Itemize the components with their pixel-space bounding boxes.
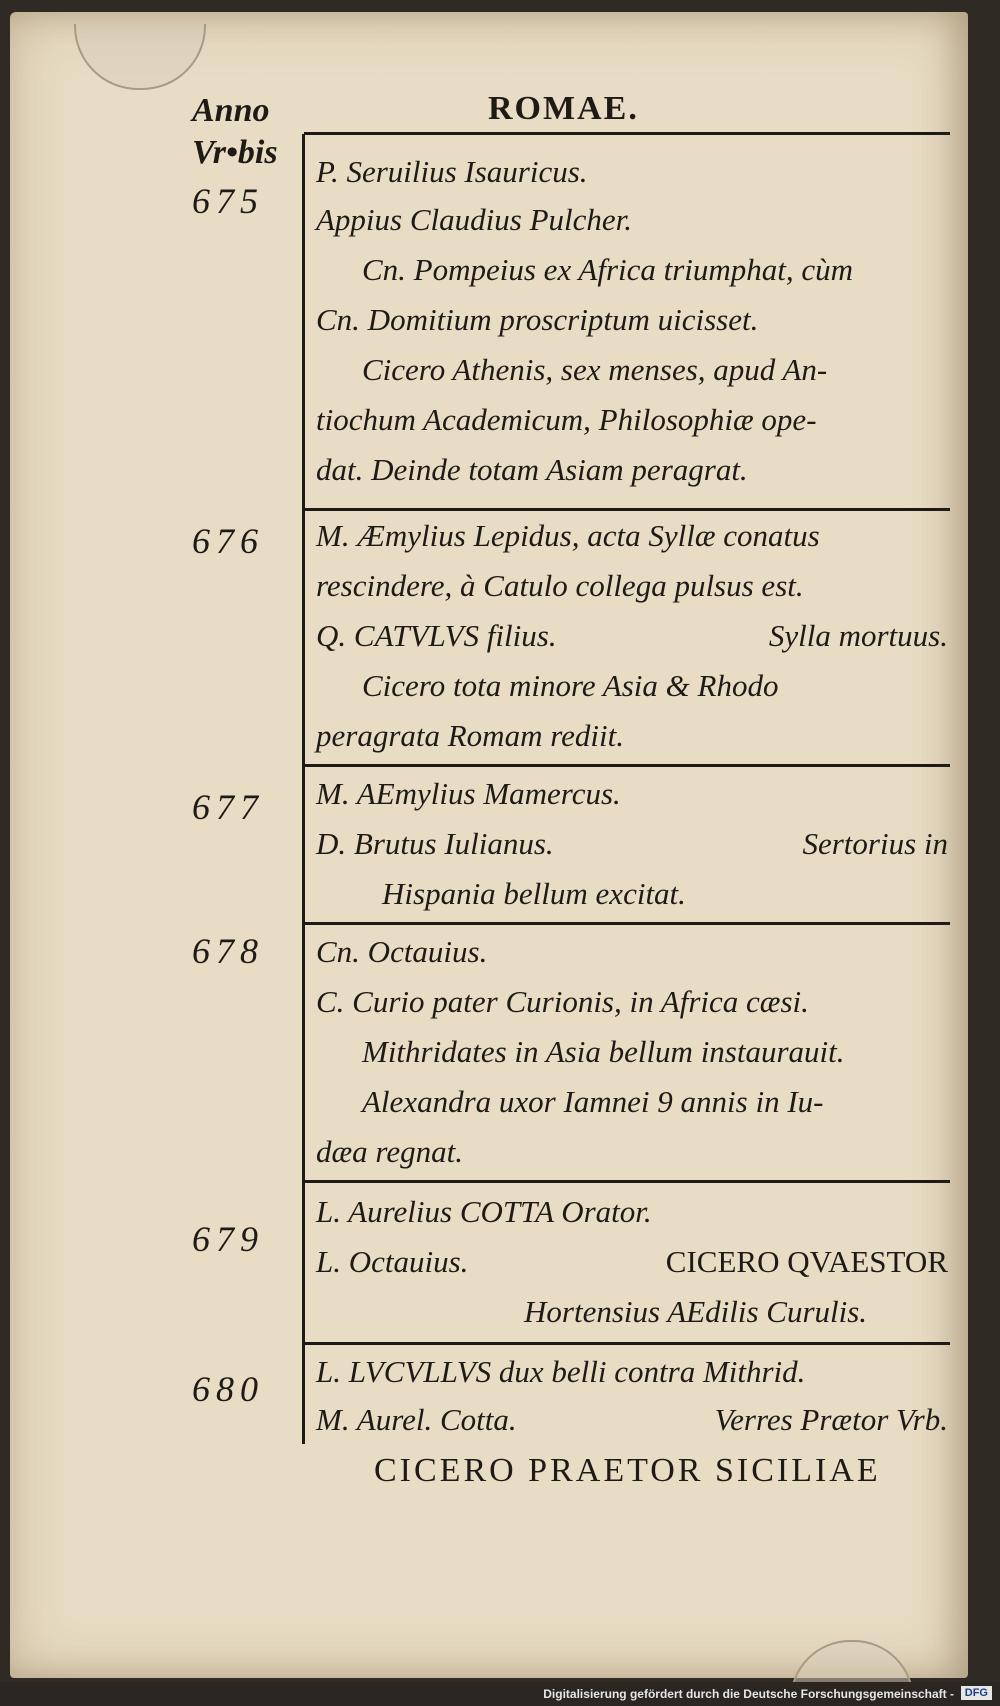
entry-line-right: Verres Prætor Vrb. [714, 1402, 948, 1437]
entry-line-split [316, 618, 948, 654]
entry-line-right: Sylla mortuus. [768, 618, 948, 653]
entry-line: Cn. Domitium proscriptum uicisset. [316, 302, 759, 337]
entry-line-split [316, 1402, 948, 1438]
entry-line: M. AEmylius Mamercus. [316, 776, 621, 811]
year-680: 680 [192, 1369, 264, 1409]
entry-rule [304, 508, 950, 511]
column-header-urbis: Vr•bis [192, 134, 278, 171]
entry-line-split [316, 826, 948, 862]
entry-line: Appius Claudius Pulcher. [316, 202, 633, 237]
entry-line: peragrata Romam rediit. [316, 718, 624, 753]
entry-line: Cn. Octauius. [316, 934, 488, 969]
entry-line-left: D. Brutus Iulianus. [316, 826, 554, 861]
entry-line: Mithridates in Asia bellum instaurauit. [362, 1034, 845, 1069]
entry-rule [304, 1342, 950, 1345]
year-679: 679 [192, 1219, 264, 1259]
entry-line: M. Æmylius Lepidus, acta Syllæ conatus [316, 518, 820, 553]
credit-text: Digitalisierung gefördert durch die Deutsche Forschungsgemeinschaft - [543, 1687, 954, 1701]
entry-line: rescindere, à Catulo collega pulsus est. [316, 568, 804, 603]
entry-line: L. Aurelius COTTA Orator. [316, 1194, 652, 1229]
entry-line: Cicero Athenis, sex menses, apud An- [362, 352, 828, 387]
year-676: 676 [192, 521, 264, 561]
entry-line-right: CICERO QVAESTOR [665, 1244, 948, 1279]
column-divider [302, 134, 305, 1444]
dfg-logo: DFG [961, 1686, 992, 1700]
digitization-credit-bar [0, 1682, 1000, 1706]
year-678: 678 [192, 931, 264, 971]
entry-line: dat. Deinde totam Asiam peragrat. [316, 452, 748, 487]
entry-line: P. Seruilius Isauricus. [316, 154, 588, 189]
entry-line: Hispania bellum excitat. [382, 876, 686, 911]
book-page [10, 12, 968, 1678]
entry-rule [304, 764, 950, 767]
year-677: 677 [192, 787, 264, 827]
top-clip-mark [74, 24, 206, 90]
entry-line-split [316, 1244, 948, 1280]
entry-line: Cn. Pompeius ex Africa triumphat, cùm [362, 252, 854, 287]
entry-line: C. Curio pater Curionis, in Africa cæsi. [316, 984, 809, 1019]
entry-line: tiochum Academicum, Philosophiæ ope- [316, 402, 817, 437]
entry-line: L. LVCVLLVS dux belli contra Mithrid. [316, 1354, 806, 1389]
entry-line-left: L. Octauius. [316, 1244, 469, 1279]
column-header-anno: Anno [192, 92, 270, 129]
entry-line: dæa regnat. [316, 1134, 463, 1169]
entry-line: Cicero tota minore Asia & Rhodo [362, 668, 779, 703]
entry-line: Alexandra uxor Iamnei 9 annis in Iu- [362, 1084, 824, 1119]
year-675: 675 [192, 181, 264, 221]
entry-line-left: Q. CATVLVS filius. [316, 618, 557, 653]
page-footer-line: CICERO PRAETOR SICILIAE [374, 1452, 881, 1489]
entry-line-left: M. Aurel. Cotta. [316, 1402, 517, 1437]
entry-rule [304, 1180, 950, 1183]
entry-rule [304, 922, 950, 925]
header-rule [304, 132, 950, 135]
entry-line: Hortensius AEdilis Curulis. [524, 1294, 868, 1329]
entry-line-right: Sertorius in [802, 826, 948, 861]
page-title: ROMAE. [488, 90, 639, 127]
